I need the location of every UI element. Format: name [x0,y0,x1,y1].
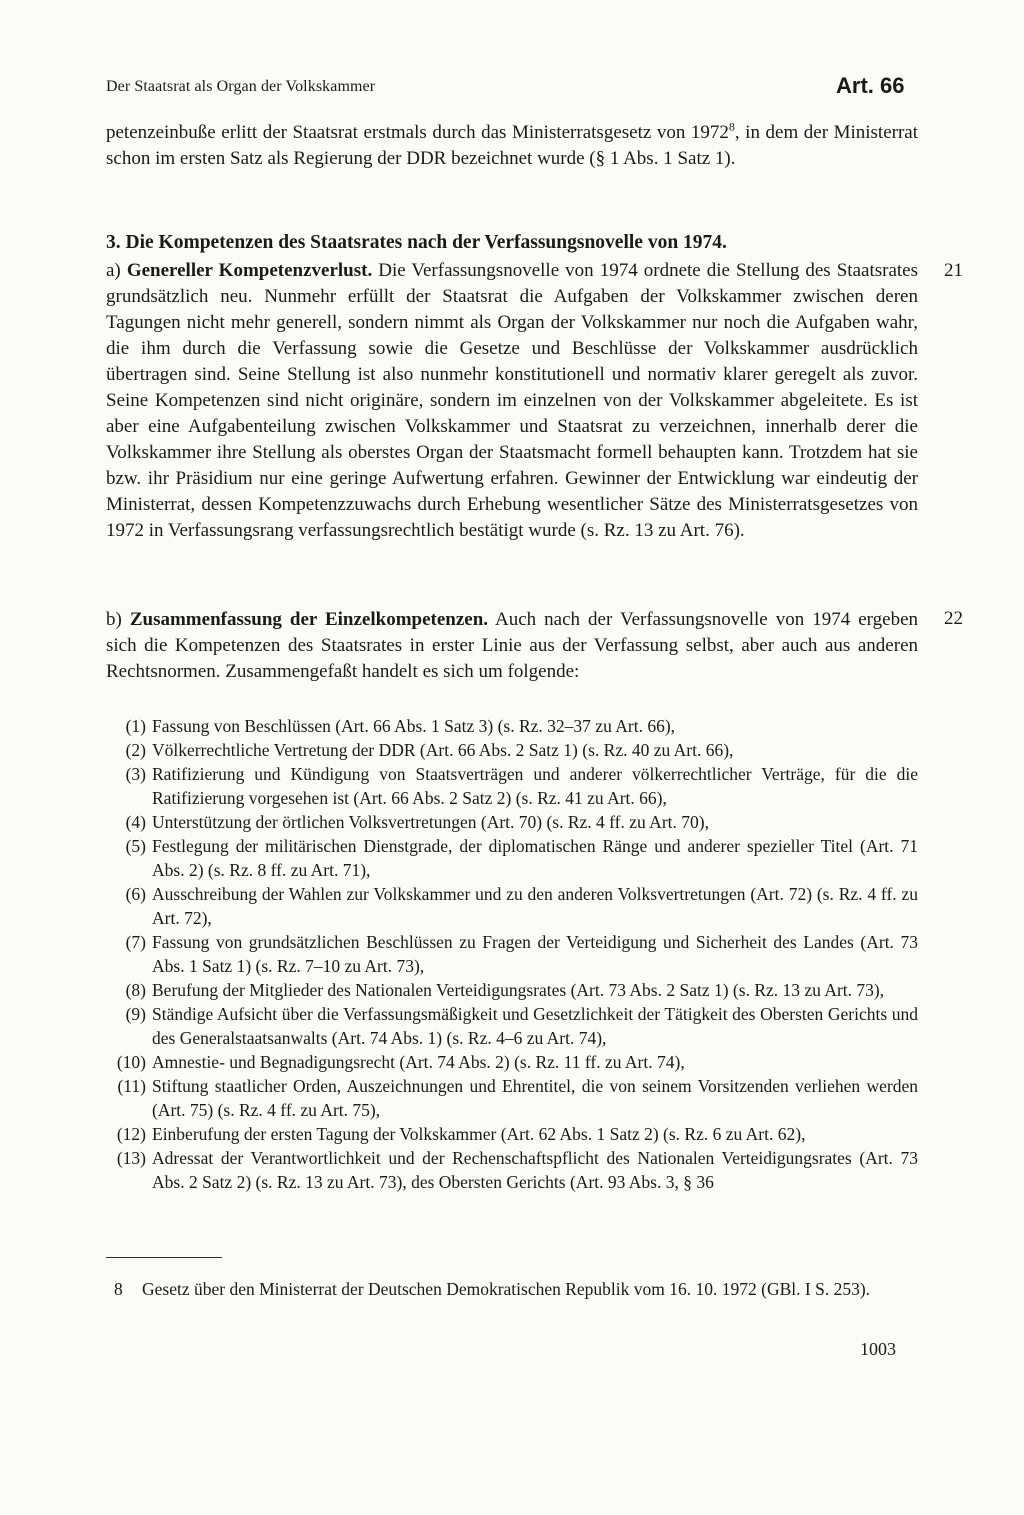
footnote-reference: 8 [728,119,735,134]
list-item-text: Ständige Aufsicht über die Verfassungsmäßigkeit und Gesetzlichkeit der Tätigkeit des Obersten Gerichts und des Generalstaatsanwalts (Art. 74 Abs. 1) (s. Rz. 4–6 zu Art. 74), [152,1004,918,1048]
section-heading [106,230,918,256]
list-item-text: Unterstützung der örtlichen Volksvertretungen (Art. 70) (s. Rz. 4 ff. zu Art. 70), [152,812,709,832]
list-item [106,810,918,834]
margin-number: 22 [944,608,963,629]
competence-list [106,714,918,1194]
list-item [106,1074,918,1122]
paragraph-label: a) [106,260,127,281]
list-item-text: Adressat der Verantwortlichkeit und der Rechenschaftspflicht des Nationalen Verteidigungsrates (Art. 73 Abs. 2 Satz 2) (s. Rz. 13 zu Art. 73), des Obersten Gerichts (Art. 93 Abs. 3, § 36 [152,1148,918,1192]
page-number: 1003 [860,1339,896,1359]
paragraph-text: petenzeinbuße erlitt der Staatsrat erstmals durch das Ministerratsgesetz von 1972 [106,122,729,143]
paragraph-continued [106,120,918,172]
list-item [106,1002,918,1050]
list-item-number: (6) [125,884,146,904]
list-item [106,762,918,810]
list-item [106,714,918,738]
list-item [106,738,918,762]
list-item-text: Einberufung der ersten Tagung der Volkskammer (Art. 62 Abs. 1 Satz 2) (s. Rz. 6 zu Art. 62), [152,1124,806,1144]
list-item-number: (2) [125,740,146,760]
paragraph-label: b) [106,609,130,630]
list-item-number: (11) [117,1076,146,1096]
paragraph-text: , in dem der Ministerrat schon im ersten Satz als Regierung der DDR bezeichnet wurde (§ 1 Abs. 1 Satz 1). [106,122,918,169]
list-item-text: Stiftung staatlicher Orden, Auszeichnungen und Ehrentitel, die von seinem Vorsitzenden verliehen werden (Art. 75) (s. Rz. 4 ff. zu Art. 75), [152,1076,918,1120]
list-item-number: (12) [116,1124,146,1144]
section-heading-text: 3. Die Kompetenzen des Staatsrates nach der Verfassungsnovelle von 1974. [106,232,727,253]
paragraph-text: Auch nach der Verfassungsnovelle von 1974 ergeben sich die Kompetenzen des Staatsrates in erster Linie aus der Verfassung selbst, aber auch aus anderen Rechtsnormen. Zusammengefaßt handelt es sich um folgende: [106,609,919,682]
article-number: Art. 66 [836,73,905,98]
list-item [106,1122,918,1146]
list-item [106,1050,918,1074]
list-item-text: Ratifizierung und Kündigung von Staatsverträgen und anderer völkerrechtlicher Verträge, für die die Ratifizierung vorgesehen ist (Art. 66 Abs. 2 Satz 2) (s. Rz. 41 zu Art. 66), [152,764,918,808]
list-item-text: Amnestie- und Begnadigungsrecht (Art. 74 Abs. 2) (s. Rz. 11 ff. zu Art. 74), [152,1052,685,1072]
list-item-number: (3) [125,764,146,784]
list-item [106,882,918,930]
paragraph-21 [106,258,918,544]
paragraph-text: Die Verfassungsnovelle von 1974 ordnete die Stellung des Staatsrates grundsätzlich neu. Nunmehr erfüllt der Staatsrat die Aufgaben der Volkskammer zwischen deren Tagungen nicht mehr generell, sondern nimmt als Organ der Volkskammer nur noch die Aufgaben wahr, die ihm durch die Verfassung sowie die Gesetze und Beschlüsse der Volkskammer ausdrücklich übertragen sind. Seine Stellung ist also nunmehr konstitutionell und normativ klarer geregelt als zuvor. Seine Kompetenzen sind nicht originäre, sondern im einzelnen von der Volkskammer abgeleitete. Es ist aber eine Aufgabenteilung zwischen Volkskammer und Staatsrat zu verzeichnen, innerhalb derer die Volkskammer ihre Stellung als oberstes Organ der Staatsmacht formell behaupten kann. Trotzdem hat sie bzw. ihr Präsidium nur eine geringe Aufwertung erfahren. Gewinner der Entwicklung war eindeutig der Ministerrat, dessen Kompetenzzuwachs durch Erhebung wesentlicher Sätze des Ministerratsgesetzes von 1972 in Verfassungsrang verfassungsrechtlich bestätigt wurde (s. Rz. 13 zu Art. 76). [106,260,918,541]
run-in-heading: Zusammenfassung der Einzelkompetenzen. [129,609,489,630]
list-item-text: Berufung der Mitglieder des Nationalen Verteidigungsrates (Art. 73 Abs. 2 Satz 1) (s. Rz. 13 zu Art. 73), [152,980,885,1000]
footnote-number: 8 [114,1279,123,1299]
list-item-text: Festlegung der militärischen Dienstgrade, der diplomatischen Ränge und anderer spezieller Titel (Art. 71 Abs. 2) (s. Rz. 8 ff. zu Art. 71), [152,836,918,880]
list-item-number: (8) [125,980,146,1000]
list-item-text: Fassung von grundsätzlichen Beschlüssen zu Fragen der Verteidigung und Sicherheit des Landes (Art. 73 Abs. 1 Satz 1) (s. Rz. 7–10 zu Art. 73), [152,932,918,976]
list-item-number: (4) [125,812,146,832]
list-item [106,834,918,882]
list-item-number: (9) [125,1004,146,1024]
list-item [106,1146,918,1194]
list-item-text: Völkerrechtliche Vertretung der DDR (Art. 66 Abs. 2 Satz 1) (s. Rz. 40 zu Art. 66), [152,740,734,760]
footnote-text: Gesetz über den Ministerrat der Deutschen Demokratischen Republik vom 16. 10. 1972 (GBl. I S. 253). [142,1279,871,1299]
run-in-heading: Genereller Kompetenzverlust. [126,260,373,281]
list-item-number: (13) [116,1148,146,1168]
paragraph-22 [106,607,918,685]
list-item [106,978,918,1002]
list-item-number: (5) [125,836,146,856]
footnote-divider [106,1257,222,1258]
footnote [106,1277,918,1301]
list-item-number: (1) [125,716,146,736]
margin-number: 21 [944,260,963,281]
list-item-number: (10) [116,1052,146,1072]
list-item [106,930,918,978]
running-title: Der Staatsrat als Organ der Volkskammer [106,78,376,95]
list-item-text: Fassung von Beschlüssen (Art. 66 Abs. 1 Satz 3) (s. Rz. 32–37 zu Art. 66), [152,716,676,736]
list-item-text: Ausschreibung der Wahlen zur Volkskammer und zu den anderen Volksvertretungen (Art. 72) (s. Rz. 4 ff. zu Art. 72), [152,884,918,928]
list-item-number: (7) [125,932,146,952]
